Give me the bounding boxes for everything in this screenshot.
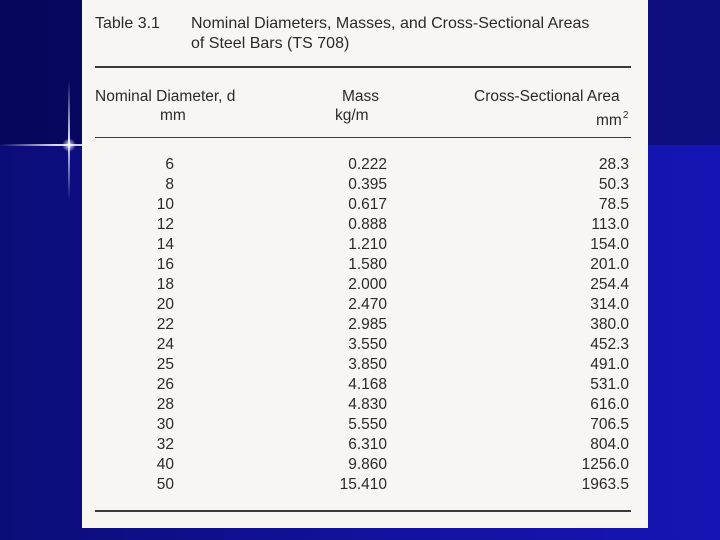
cell-area: 491.0 [590, 356, 629, 373]
table-row [82, 355, 648, 375]
cell-area: 706.5 [590, 416, 629, 433]
bottom-rule [95, 510, 631, 512]
cell-area: 1256.0 [581, 456, 629, 473]
cell-area: 28.3 [598, 156, 629, 173]
cell-diameter: 24 [156, 336, 174, 353]
cell-diameter: 22 [156, 316, 174, 333]
cell-diameter: 14 [156, 236, 174, 253]
cell-diameter: 50 [156, 476, 174, 493]
cell-mass: 0.617 [348, 196, 387, 213]
top-rule [95, 66, 631, 68]
cell-diameter: 25 [156, 356, 174, 373]
cell-area: 154.0 [590, 236, 629, 253]
table-row [82, 375, 648, 395]
header-area: Cross-Sectional Area [474, 88, 620, 105]
cell-area: 1963.5 [581, 476, 629, 493]
cell-mass: 5.550 [348, 416, 387, 433]
cell-mass: 2.000 [348, 276, 387, 293]
header-rule [95, 137, 631, 138]
table-row [82, 295, 648, 315]
cell-mass: 3.550 [348, 336, 387, 353]
cell-area: 78.5 [598, 196, 629, 213]
header-diameter: Nominal Diameter, d [95, 88, 236, 105]
area-unit-base: mm [596, 112, 622, 129]
header-mass: Mass [342, 88, 380, 105]
table-row [82, 395, 648, 415]
cell-diameter: 12 [156, 216, 174, 233]
cell-mass: 4.168 [348, 376, 387, 393]
table-body [82, 155, 648, 495]
cell-mass: 0.222 [348, 156, 387, 173]
cell-diameter: 30 [156, 416, 174, 433]
cell-mass: 15.410 [339, 476, 387, 493]
cell-area: 531.0 [590, 376, 629, 393]
table-row [82, 235, 648, 255]
cell-mass: 0.888 [348, 216, 387, 233]
cell-mass: 2.985 [348, 316, 387, 333]
cell-area: 380.0 [590, 316, 629, 333]
cell-diameter: 18 [156, 276, 174, 293]
cell-diameter: 8 [165, 176, 174, 193]
table-row [82, 175, 648, 195]
cell-mass: 9.860 [348, 456, 387, 473]
decorative-sparkle-icon [62, 138, 76, 152]
table-row [82, 315, 648, 335]
header-mass-unit: kg/m [335, 107, 369, 124]
cell-mass: 4.830 [348, 396, 387, 413]
cell-diameter: 28 [156, 396, 174, 413]
table-row [82, 335, 648, 355]
cell-mass: 3.850 [348, 356, 387, 373]
table-row [82, 415, 648, 435]
cell-area: 616.0 [590, 396, 629, 413]
table-row [82, 195, 648, 215]
cell-mass: 2.470 [348, 296, 387, 313]
header-diameter-unit: mm [160, 107, 186, 124]
cell-area: 314.0 [590, 296, 629, 313]
cell-diameter: 40 [156, 456, 174, 473]
table-row [82, 255, 648, 275]
table-row [82, 215, 648, 235]
table-row [82, 435, 648, 455]
cell-area: 452.3 [590, 336, 629, 353]
scanned-table-page [82, 0, 648, 528]
cell-diameter: 10 [156, 196, 174, 213]
cell-mass: 1.580 [348, 256, 387, 273]
table-row [82, 475, 648, 495]
cell-mass: 1.210 [348, 236, 387, 253]
cell-area: 254.4 [590, 276, 629, 293]
header-area-unit [596, 106, 628, 131]
cell-diameter: 32 [156, 436, 174, 453]
cell-area: 804.0 [590, 436, 629, 453]
cell-mass: 6.310 [348, 436, 387, 453]
table-label: Table 3.1 [95, 15, 160, 32]
table-row [82, 155, 648, 175]
table-row [82, 455, 648, 475]
cell-diameter: 26 [156, 376, 174, 393]
cell-area: 201.0 [590, 256, 629, 273]
area-unit-exponent: 2 [622, 110, 629, 121]
cell-mass: 0.395 [348, 176, 387, 193]
table-row [82, 275, 648, 295]
cell-diameter: 6 [165, 156, 174, 173]
cell-area: 50.3 [598, 176, 629, 193]
cell-area: 113.0 [591, 216, 629, 233]
table-title: Nominal Diameters, Masses, and Cross-Sectional Areas of Steel Bars (TS 708) [191, 15, 590, 52]
cell-diameter: 16 [156, 256, 174, 273]
cell-diameter: 20 [156, 296, 174, 313]
